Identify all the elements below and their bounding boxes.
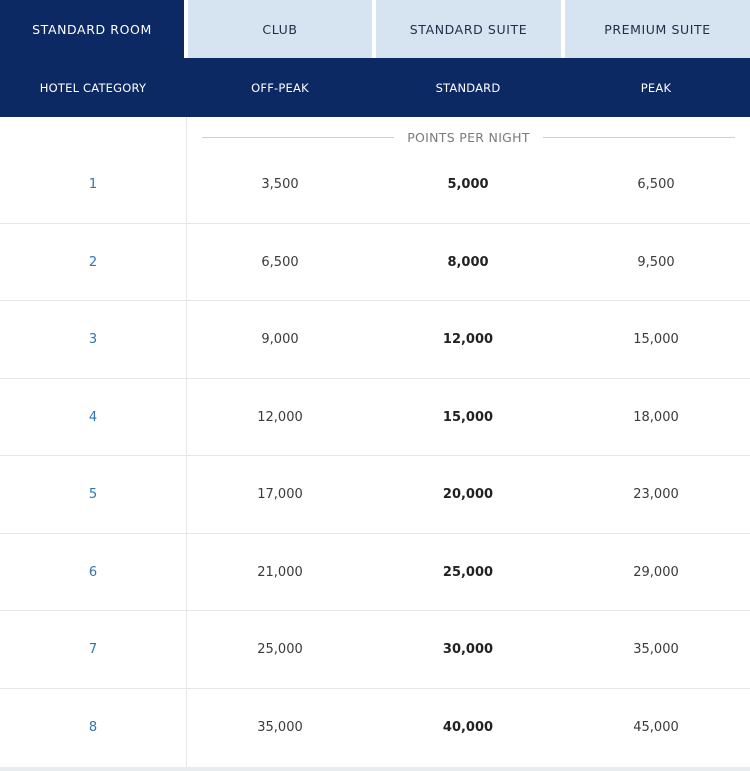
room-type-tabs (0, 0, 750, 58)
standard-cell: 8,000 (447, 254, 489, 270)
peak-cell: 29,000 (633, 564, 679, 580)
peak-cell: 18,000 (633, 409, 679, 425)
points-per-night-label: POINTS PER NIGHT (407, 129, 530, 145)
off-peak-cell: 35,000 (257, 719, 303, 735)
category-cell[interactable]: 2 (88, 254, 98, 270)
off-peak-cell: 25,000 (257, 642, 303, 658)
peak-cell: 35,000 (633, 642, 679, 658)
off-peak-cell: 3,500 (261, 177, 299, 193)
table-row (0, 534, 750, 612)
header-hotel-category: HOTEL CATEGORY (39, 80, 147, 95)
off-peak-cell: 6,500 (261, 254, 299, 270)
off-peak-cell: 21,000 (257, 564, 303, 580)
standard-cell: 40,000 (442, 719, 494, 735)
table-row (0, 611, 750, 689)
table-row (0, 301, 750, 379)
peak-cell: 6,500 (637, 177, 675, 193)
off-peak-cell: 9,000 (261, 332, 299, 348)
standard-cell: 20,000 (442, 487, 494, 503)
peak-cell: 23,000 (633, 487, 679, 503)
tab-standard-suite[interactable]: STANDARD SUITE (376, 0, 561, 58)
caption-rule-left (202, 137, 394, 138)
horizontal-scrollbar[interactable] (0, 767, 750, 771)
tab-club[interactable]: CLUB (188, 0, 372, 58)
category-cell[interactable]: 6 (88, 564, 98, 580)
category-cell[interactable]: 1 (88, 177, 98, 193)
category-cell[interactable]: 3 (88, 332, 98, 348)
category-cell[interactable]: 4 (88, 409, 98, 425)
table-row (0, 456, 750, 534)
table-row (0, 689, 750, 767)
standard-cell: 30,000 (442, 642, 494, 658)
peak-cell: 9,500 (637, 254, 675, 270)
table-row (0, 379, 750, 457)
table-body (0, 117, 750, 767)
category-cell[interactable]: 7 (88, 642, 98, 658)
off-peak-cell: 17,000 (257, 487, 303, 503)
tab-standard-room[interactable]: STANDARD ROOM (0, 0, 184, 58)
standard-cell: 25,000 (442, 564, 494, 580)
table-header (0, 58, 750, 117)
off-peak-cell: 12,000 (257, 409, 303, 425)
standard-cell: 5,000 (447, 177, 489, 193)
header-peak: PEAK (640, 80, 672, 95)
caption-rule-right (543, 137, 735, 138)
tab-premium-suite[interactable]: PREMIUM SUITE (565, 0, 750, 58)
standard-cell: 15,000 (442, 409, 494, 425)
peak-cell: 45,000 (633, 719, 679, 735)
category-cell[interactable]: 8 (88, 719, 98, 735)
table-row (0, 146, 750, 224)
table-row (0, 224, 750, 302)
standard-cell: 12,000 (442, 332, 494, 348)
header-standard: STANDARD (435, 80, 501, 95)
header-off-peak: OFF-PEAK (251, 80, 309, 95)
category-cell[interactable]: 5 (88, 487, 98, 503)
peak-cell: 15,000 (633, 332, 679, 348)
